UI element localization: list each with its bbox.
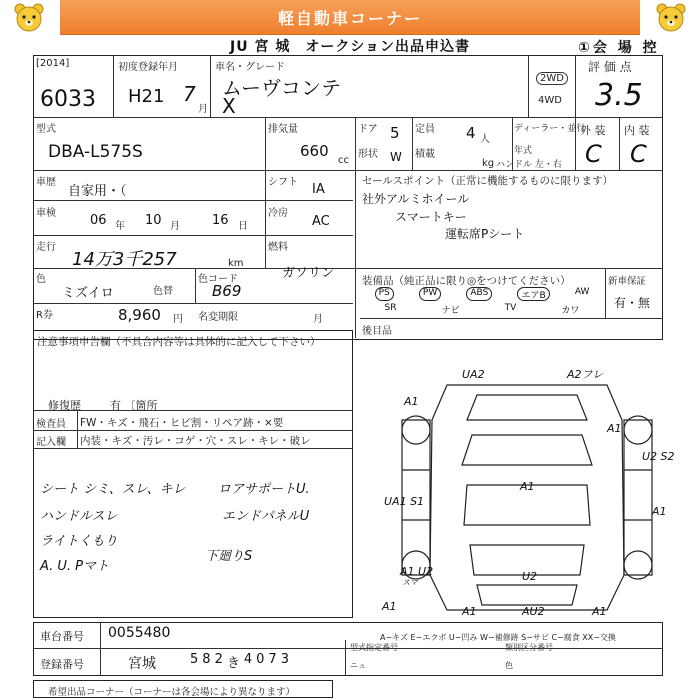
equip-tv: TV [504, 303, 517, 313]
equip-airbag: エアB [517, 287, 549, 301]
filler-label: 記入欄 [36, 437, 66, 448]
color-value: ミズイロ [62, 286, 114, 301]
doors-label: ドア [358, 124, 378, 135]
recycle-label: R券 [36, 310, 53, 321]
yen-unit: 円 [173, 314, 183, 325]
repair-label: 修復歴 [48, 399, 81, 412]
hand-note: A. U. Pマト [40, 559, 110, 574]
hand-note: 下廻りS [205, 549, 253, 564]
plate-digit: 5 [190, 652, 199, 667]
km-unit: km [228, 258, 244, 269]
plate-prefecture: 宮城 [128, 656, 156, 672]
sales-point-label: セールスポイント（正常に機能するものに限ります） [362, 175, 614, 187]
hand-note: シート シミ、スレ、キレ [40, 482, 186, 497]
damage-mark: U2 [522, 570, 538, 583]
capacity-label: 定員 [415, 124, 435, 135]
checker-label: 検査員 [36, 419, 66, 430]
persons-unit: 人 [480, 134, 490, 145]
fw-items: FW・キズ・飛石・ヒビ割・リペア跡・×要 [80, 417, 284, 429]
type-code: DBA-L575S [48, 142, 143, 162]
damage-mark: A1 [462, 605, 477, 618]
score-label: 評 価 点 [588, 60, 632, 74]
equip-aw: AW [574, 287, 590, 297]
aircon-value: AC [312, 214, 330, 229]
equip-ps: PS [375, 287, 394, 301]
mileage-value: 14万3千257 [72, 249, 177, 270]
sales-point-2: スマートキー [395, 210, 467, 224]
capacity-value: 4 [466, 124, 476, 142]
damage-mark: A1 [382, 600, 397, 613]
insp-year: 06 [90, 213, 107, 228]
notes-box [33, 330, 353, 618]
history-value: 自家用・（ [68, 184, 127, 199]
vehicle-no-value: 0055480 [108, 625, 171, 641]
drive-4wd-label: 4WD [538, 95, 562, 106]
vehicle-no-label: 車台番号 [40, 630, 84, 643]
plate-digit: 8 [202, 652, 211, 667]
warranty-label: 新車保証 [608, 276, 647, 287]
warranty-value: 有・無 [614, 296, 651, 310]
drive-2wd-badge: 2WD [536, 72, 568, 85]
notes-label: 注意事項申告欄（不具合内容等は具体的に記入して下さい） [37, 336, 321, 348]
plate-digit: 2 [214, 652, 223, 667]
lot-stub: [2014] [36, 58, 70, 69]
reg-month: 7 [183, 82, 196, 106]
color-small-label: 色 [505, 661, 513, 670]
color-change-label: 色替 [153, 286, 173, 297]
hand-note: ロアサポートU. [218, 482, 310, 497]
damage-mark: A1 [520, 480, 535, 493]
dealer-label: ディーラー・並行 [514, 124, 586, 134]
bear-mascot-icon [12, 2, 46, 34]
recycle-value: 8,960 [118, 306, 161, 324]
car-damage-diagram [362, 360, 692, 635]
plate-digit: 4 [243, 652, 253, 667]
plate-digit: き [226, 656, 240, 671]
damage-mark: スマ [402, 578, 418, 587]
model-name: ムーヴコンテ [222, 76, 341, 100]
model-designation-label: 型式指定番号 [350, 643, 398, 652]
weight-label: 積載 [415, 149, 435, 160]
banner-title: 軽自動車コーナー [277, 9, 422, 28]
type-label: 型式 [36, 124, 56, 135]
equip-abs: ABS [466, 287, 492, 301]
hand-note: ハンドルスレ [40, 509, 118, 524]
insp-day: 16 [212, 213, 229, 228]
mileage-label: 走行 [36, 242, 56, 253]
form-title: JU 宮 城 オークション出品申込書 [230, 39, 471, 55]
shape-value: W [390, 150, 402, 164]
kg-unit: kg [482, 158, 495, 169]
damage-mark: A1 [607, 422, 622, 435]
displacement-value: 660 [300, 142, 329, 160]
classification-label: ニュ [350, 661, 366, 670]
grade-name: X [222, 94, 236, 118]
equip-navi: ナビ [441, 306, 460, 316]
shift-value: IA [312, 182, 325, 197]
hand-note: エンドパネルU [222, 509, 310, 524]
sales-point-3: 運転席Pシート [445, 227, 525, 241]
title-change-month: 月 [313, 314, 323, 325]
equip-leather: カワ [561, 306, 580, 316]
score-value: 3.5 [595, 78, 643, 113]
rear-seat-label: 後目品 [362, 326, 392, 337]
equipment-row-2 [362, 303, 602, 317]
damage-mark: AU2 [522, 605, 545, 618]
plate-digits [190, 652, 289, 671]
reg-era: H21 [128, 86, 165, 107]
damage-mark: UA1 S1 [384, 495, 425, 508]
venue-copy-label: ①会 場 控 [578, 40, 660, 56]
year-model-label: 年式 [514, 146, 533, 156]
title-change-label: 名変期限 [198, 312, 238, 323]
color-code-value: B69 [212, 282, 242, 300]
fuel-label: 燃料 [268, 242, 288, 253]
bear-mascot-icon [654, 2, 688, 34]
equip-pw: PW [419, 287, 441, 301]
exterior-grade: C [585, 140, 602, 168]
aircon-label: 冷房 [268, 208, 288, 219]
year-unit: 年 [115, 221, 125, 232]
damage-mark: A2フレ [567, 368, 604, 381]
cc-unit: cc [338, 155, 349, 166]
damage-mark: U2 S2 [642, 450, 675, 463]
inspection-label: 車検 [36, 208, 56, 219]
damage-legend: A−キズ E−エクボ U−凹み W−補修跡 S−サビ C−腐食 XX−交換 [380, 633, 616, 642]
class-number-label: 類別区分番号 [505, 643, 553, 652]
equip-sr: SR [384, 303, 397, 313]
damage-mark: UA2 [462, 368, 485, 381]
interior-grade: C [630, 140, 647, 168]
shape-label: 形状 [358, 149, 378, 160]
history-label: 車歴 [36, 177, 56, 188]
shift-label: シフト [268, 177, 298, 188]
plate-digit: 0 [256, 652, 265, 667]
doors-value: 5 [390, 124, 400, 142]
fuel-value: ガソリン [282, 266, 335, 281]
handle-label: ハンドル 左・右 [496, 160, 562, 170]
plate-digit: 3 [280, 652, 289, 667]
plate-label: 登録番号 [40, 658, 84, 671]
banner [0, 0, 700, 35]
month-label: 月 [198, 104, 208, 115]
color-label: 色 [36, 274, 46, 285]
first-reg-label: 初度登録年月 [118, 62, 178, 73]
interior-label: 内 装 [624, 124, 650, 137]
color-code-label: 色コード [198, 274, 238, 285]
damage-mark: A1 U2 [400, 565, 434, 578]
repair-value: 有 〔箇所 [110, 399, 158, 412]
equipment-row-1 [362, 287, 602, 301]
sales-point-1: 社外アルミホイール [362, 192, 470, 206]
damage-mark: A1 [592, 605, 607, 618]
model-grade-label: 車名・グレード [215, 62, 285, 73]
plate-digit: 7 [268, 652, 277, 667]
exterior-label: 外 装 [580, 124, 606, 137]
day-unit: 日 [238, 221, 248, 232]
damage-mark: A1 [404, 395, 419, 408]
month-unit: 月 [170, 221, 180, 232]
damage-mark: A1 [652, 505, 667, 518]
interior-items: 内装・キズ・汚レ・コゲ・穴・スレ・キレ・破レ [80, 435, 311, 447]
hand-note: ライトくもり [40, 534, 118, 549]
equipment-label: 装備品（純正品に限り◎をつけてください） [362, 275, 571, 287]
wish-corner-label: 希望出品コーナー（コーナーは各会場により異なります） [48, 687, 296, 698]
lot-number: 6033 [40, 87, 96, 112]
displacement-label: 排気量 [268, 124, 298, 135]
insp-month: 10 [145, 213, 162, 228]
